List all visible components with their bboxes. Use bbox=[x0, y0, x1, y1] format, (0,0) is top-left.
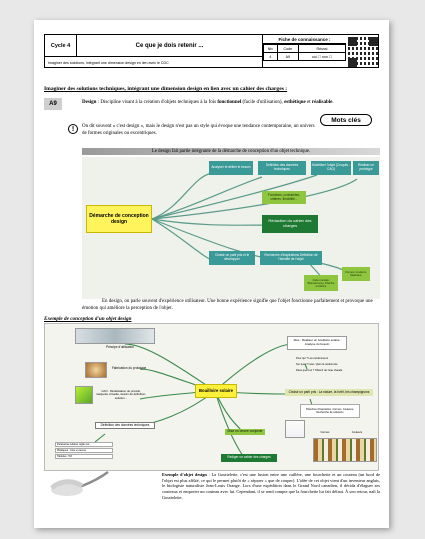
node-mise-en-oeuvre: Mise en œuvre conjointe bbox=[225, 429, 265, 435]
qr-code-icon bbox=[348, 37, 378, 67]
intro-heading: Imaginer des solutions techniques, intégrant une dimension design en lien avec un cahier des charges : bbox=[44, 86, 288, 92]
node-demarche-center: Démarche de conception design bbox=[86, 205, 152, 233]
warning-text: On dit souvent « c'est design », mais le design n'est pas un style qui évoque une tendance contemporaine, un univers de formes originales ou excentriques. bbox=[82, 124, 315, 136]
data-row-2: Plastiques : mise en œuvre bbox=[55, 448, 113, 453]
node-modeliser: Modéliser l'objet (Croquis - CAO) bbox=[311, 161, 351, 175]
label-couleurs: Couleurs bbox=[351, 430, 363, 434]
val-niv: 4 bbox=[264, 53, 278, 61]
competence-badge: A9 bbox=[44, 98, 62, 110]
val-code: A9 bbox=[277, 53, 298, 61]
section-band: Le design fait partie intégrante de la démarche de conception d'un objet technique. bbox=[82, 148, 380, 155]
pot-sketch-image bbox=[285, 420, 305, 438]
spoon-label: Exemple d'objet design bbox=[162, 472, 207, 477]
node-fonctions-contraintes: Fonctions, contraintes, critères, flexibilité... bbox=[262, 191, 306, 204]
node-bouilloire-center: Bouilloire solaire bbox=[195, 384, 237, 398]
mindmap-conception bbox=[82, 157, 380, 299]
definition-paragraph bbox=[82, 100, 367, 107]
cad-model-image bbox=[75, 386, 93, 404]
keyword-fonctionnel: fonctionnel bbox=[217, 100, 242, 105]
definition-term: Design bbox=[82, 100, 97, 105]
node-parti-pris-nature: Choisir un parti pris : La nature, la forêt, les champignons bbox=[285, 389, 373, 396]
col-reussi: Réussi bbox=[298, 45, 345, 53]
keyword-realisable: réalisable bbox=[311, 100, 333, 105]
node-formes-couleurs: Formes, Couleurs, Matériaux bbox=[342, 267, 370, 281]
spoon-description bbox=[162, 472, 380, 501]
page-title: Ce que je dois retenir ... bbox=[77, 35, 262, 57]
node-planches: Planches d'inspiration, Formes, Couleurs, Recherche de solutions bbox=[300, 404, 360, 418]
label-principe: Principe d'utilisation bbox=[105, 344, 135, 349]
node-analyser-besoin: Analyser et définir le besoin bbox=[209, 161, 253, 175]
node-parti-pris: Choisir un parti pris et le développer bbox=[209, 251, 255, 265]
node-inspirations: Recherche d'inspirations Définition de l'identité de l'objet bbox=[260, 251, 322, 265]
definition-text2: (facile d'utilisation), bbox=[241, 100, 285, 105]
spoon-photo bbox=[42, 432, 110, 520]
val-reussi: oui ☐ non ☐ bbox=[298, 53, 345, 61]
node-prototype: Réaliser un prototype bbox=[353, 161, 379, 175]
header-table bbox=[44, 34, 379, 68]
node-idee: Idée : Réaliser un bouilloire solaire. Analyse du besoin bbox=[287, 336, 347, 350]
col-code: Code bbox=[277, 45, 298, 53]
label-fabrication: Fabrication du prototype bbox=[111, 366, 147, 371]
diagram-principe-image bbox=[75, 328, 155, 344]
definition-end: . bbox=[332, 100, 334, 105]
definition-text3: et bbox=[305, 100, 312, 105]
label-cao: CAO : Modélisation du produit, maquette virtuelle, dessin de définition, solution... bbox=[96, 388, 146, 400]
label-donnees-techniques: Définition des données techniques bbox=[95, 422, 155, 429]
fiche-box bbox=[262, 35, 346, 68]
fiche-title: Fiche de connaissance : bbox=[263, 35, 346, 44]
competence-subtitle: Imaginer des solutions, intégrant une dimension design en lien avec le CDC bbox=[48, 60, 169, 65]
example-title: Exemple de conception d'un objet design bbox=[44, 316, 132, 322]
col-niv: Niv bbox=[264, 45, 278, 53]
photo-prototype bbox=[85, 362, 107, 378]
node-rediger-cdc: Rédiger un cahier des charges bbox=[221, 454, 277, 462]
node-sur-quoi: Sur quoi ? l'eau / plein la randonnée bbox=[296, 362, 338, 366]
cycle-label: Cycle 4 bbox=[45, 35, 77, 57]
document-page bbox=[34, 20, 389, 528]
node-pour-qui: Pour qui ? Les randonneurs bbox=[296, 356, 329, 360]
data-row-3: Tablettes : 5/3 bbox=[55, 454, 113, 459]
mots-cles-label: Mots clés bbox=[320, 114, 372, 126]
fiche-table bbox=[263, 44, 346, 61]
mushrooms-photo bbox=[313, 438, 377, 462]
node-donnees-techniques: Définition des données techniques bbox=[258, 161, 306, 175]
node-dans-quel-but: Dans quel but ? Obtenir de l'eau chaude bbox=[296, 368, 343, 372]
keyword-esthetique: esthétique bbox=[284, 100, 306, 105]
spoon-text: : La Gouttelette, c'est une fusion entre une cuillère, une fourchette et un couteau (un bord de l'objet est plus affûté, ce qui le permet plutôt de « séparer » que de couper). L'idée de cet objet vient d'un inventeur anglais, le biologiste naturaliste Jean-Louis Orange. Lors d'une expédition dans le Grand Nord canadien, il décida d'élaguer ses couteaux et emporter un couteau avec lui. Cependant, il se rend compte que la fourchette lui fait défaut. À son retour, naît la Gouttelette, bbox=[162, 472, 380, 500]
paragraph-experience: En design, on parle souvent d'expérience utilisateur. Une bonne expérience signifie que l'objet fonctionne parfaitement et provoque une émotion qui améliore la perception de l'objet. bbox=[82, 299, 373, 311]
node-cahier-des-charges: Rédaction du cahier des charges bbox=[262, 215, 318, 233]
label-formes: Formes bbox=[320, 430, 330, 434]
data-row-1: Paramètres solaires réglés sur... bbox=[55, 442, 113, 447]
warning-icon: ! bbox=[68, 124, 78, 134]
definition-text: : Discipline visant à la création d'objets techniques à la fois bbox=[96, 100, 218, 105]
node-carte-mentale: Carte mentale, Brainstorming, Planche tendance bbox=[304, 275, 338, 291]
